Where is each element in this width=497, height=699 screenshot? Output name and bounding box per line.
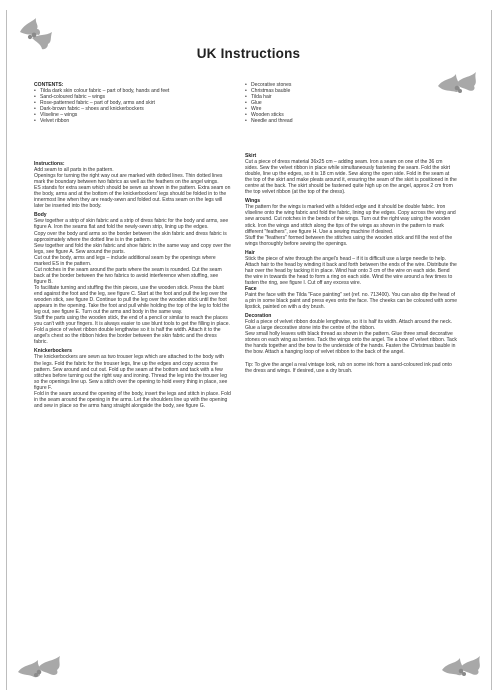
paragraph: The knickerbockers are sewn as two trouser legs which are attached to the body with the legs. Fold the fabric for the trouser legs, line up the edges and copy across the pattern. Sew around and cut out. Fold up the seam at the bottom and tack with a few stitches before turning out the right way and ironing. Thread the leg into the trouser leg so the openings line up. Sew a stitch over the opening to hold every thing in place, see figure F. xyxy=(34,354,228,391)
list-item: • Sand-coloured fabric – wings xyxy=(34,94,231,100)
paragraph: Copy over the body and arms so the border between the skin fabric and dress fabric is approximately where the dotted line is in the pattern. xyxy=(34,230,227,243)
paragraph: Cut a piece of dress material 36x25 cm – adding seam. Iron a seam on one of the 36 cm sides. Sew the velvet ribbon in place while simultaneously fastening the seam. Fold the skirt double, line up the edges, so it is 18 cm wide. Sew along the open side. Fold in the seam at the top of the skirt and make pleats around it, ensuring the seam of the skirt is positioned in the centre at the back. The skirt should be fastened quite high up on the angel, approx 2 cm from the top velvet ribbon (at the top of the dress). xyxy=(245,159,457,196)
contents-left xyxy=(34,82,231,124)
list-item: • Glue xyxy=(245,100,455,106)
section-heading-body: Body xyxy=(34,212,47,219)
section-heading-instructions: Instructions: xyxy=(34,161,65,167)
section-heading-wings: Wings xyxy=(245,198,261,205)
paragraph: Stick the piece of wire through the angel's head – if it is difficult use a large needle to help. Attach hair to the head by winding it back and forth between the ends of the wire. Distribute the hair over the head by tacking it in place. Wind hair onto 3 cm of the wire on each side. Bend the wire in towards the head to form a ring on each side. Wind the wire around a few times to fasten the ring, see figure I. Cut off any excess wire. xyxy=(245,255,457,286)
list-item: • Velvet ribbon xyxy=(34,118,231,124)
paragraph: Add seam to all parts in the pattern. xyxy=(34,167,114,174)
paragraph: Fold a piece of velvet ribbon double lengthwise, so it is half its width. Attach around the neck. Glue a large decorative stone into the centre of the ribbon. xyxy=(245,319,453,332)
list-item: • Needle and thread xyxy=(245,118,455,124)
section-heading-decoration: Decoration xyxy=(245,313,272,320)
paragraph: Sew small holly leaves with black thread as shown in the pattern. Glue three small decorative stones on each wing as berries. Tack the wings onto the angel. Tie a bow of velvet ribbon. Tack the hands together and the bow to the underside of the hands. Fasten the Christmas bauble in the bow. Attach a hanging loop of velvet ribbon to the back of the angel. xyxy=(245,331,457,356)
list-item: • Dark-brown fabric – shoes and knickerbockers xyxy=(34,106,231,112)
list-item: • Tilda hair xyxy=(245,94,455,100)
list-item: • Christmas bauble xyxy=(245,88,455,94)
paragraph: Sew together a strip of skin fabric and a strip of dress fabric for the body and arms, see figure A. Iron the seams flat and fold the newly-sewn strip, lining up the edges. xyxy=(34,218,229,231)
paragraph: Stuff the parts using the wooden stick, the end of a pencil or similar to reach the places you can't with your fingers. It is always easier to use blunt tools to get the filling in place. xyxy=(34,315,230,328)
contents-heading: CONTENTS: xyxy=(34,82,64,88)
section-heading-skirt: Skirt xyxy=(245,153,257,159)
paragraph: Fold a piece of velvet ribbon double lengthwise so it is half the width. Attach it to the angel's chest so the ribbon hides the border between the skin fabric and the dress fabric. xyxy=(34,327,221,346)
paragraph: Fold in the seam around the opening of the body, insert the legs and stitch in place. Fold in the seam around the opening in the arms. Let the shoulders line up with the opening and sew in place so the arms hang straight alongside the body, see figure G. xyxy=(34,390,231,409)
paragraph: The pattern for the wings is marked with a folded edge and it should be double fabric. Iron vliseline onto the wing fabric and fold the fabric, lining up the edges. Copy across the wing and sew around. Cut notches in the bends of the wings. Turn out the right way using the wooden stick. Iron the wings and stitch along the tips of the wings as shown in the pattern to mark different "feathers", see figure H. Use a sewing machine if desired. xyxy=(245,204,456,235)
list-item: • Wire xyxy=(245,106,455,112)
paragraph: Cut out the body, arms and legs – include additional seam by the openings where marked ES in the pattern. xyxy=(34,254,216,267)
paragraph: Openings for turning the right way out are marked with dotted lines. Thin dotted lines mark the boundary between two fabrics as well as the feathers on the angel wings. xyxy=(34,173,223,186)
contents-list-left xyxy=(34,88,231,124)
section-heading-face: Face xyxy=(245,285,257,292)
list-item: • Decorative stones xyxy=(245,82,455,88)
list-item: • Tilda dark skin colour fabric – part of body, hands and feet xyxy=(34,88,231,94)
contents-list-right xyxy=(245,82,455,124)
paragraph: Paint the face with the Tilda "Face painting" set (ref. no. 713400). You can also dip the head of a pin in some black paint and press eyes onto the face. The cheeks can be coloured with some lipstick, painted on with a dry brush. xyxy=(245,292,458,311)
paragraph: To facilitate turning and stuffing the thin pieces, use the wooden stick. Press the blunt end against the foot and the leg, see figure C. Start at the foot and pull the leg over the wooden stick, see figure D. Continue to pull the leg over the wooden stick until the foot appears in the opening. Take the foot and pull while holding the top of the leg to fold the leg out, see figure E. Turn out the arms and body in the same way. xyxy=(34,284,230,316)
holly-icon xyxy=(14,648,64,688)
paragraph: Sew together and fold the skin fabric and shoe fabric in the same way and copy over the legs, see figure A. Sew around the parts. xyxy=(34,242,231,255)
list-item: • Wooden sticks xyxy=(245,112,455,118)
holly-icon xyxy=(438,648,484,688)
section-heading-hair: Hair xyxy=(245,249,255,256)
section-heading-knickerbockers: Knickerbockers xyxy=(34,348,72,355)
tip-paragraph: Tip: To give the angel a real vintage look, rub on some ink from a sand-coloured ink pad onto the dress and wings. If desired, use a dry brush. xyxy=(245,361,452,374)
page-title: UK Instructions xyxy=(196,46,301,61)
contents-right xyxy=(245,82,455,124)
list-item: • Vliseline – wings xyxy=(34,112,231,118)
paragraph: Stuff the "feathers" formed between the stitches using the wooden stick and fill the rest of the wings thoroughly before sewing the openings. xyxy=(245,234,453,247)
right-column xyxy=(245,153,457,374)
paragraph: ES stands for extra seam which should be sewn as shown in the pattern. Extra seam on the body, arms and at the bottom of the knickerbockers' legs should be folded in to the innermost line when they are ready-sewn and folded out. Extra seam on the legs will later be inserted into the body. xyxy=(34,185,231,210)
list-item: • Rose-patterned fabric – part of body, arms and skirt xyxy=(34,100,231,106)
left-column xyxy=(34,161,231,409)
paragraph: Cut notches in the seam around the parts where the seam is rounded. Cut the seam back at the border between the two fabrics to avoid interference when stuffing, see figure B. xyxy=(34,266,222,285)
